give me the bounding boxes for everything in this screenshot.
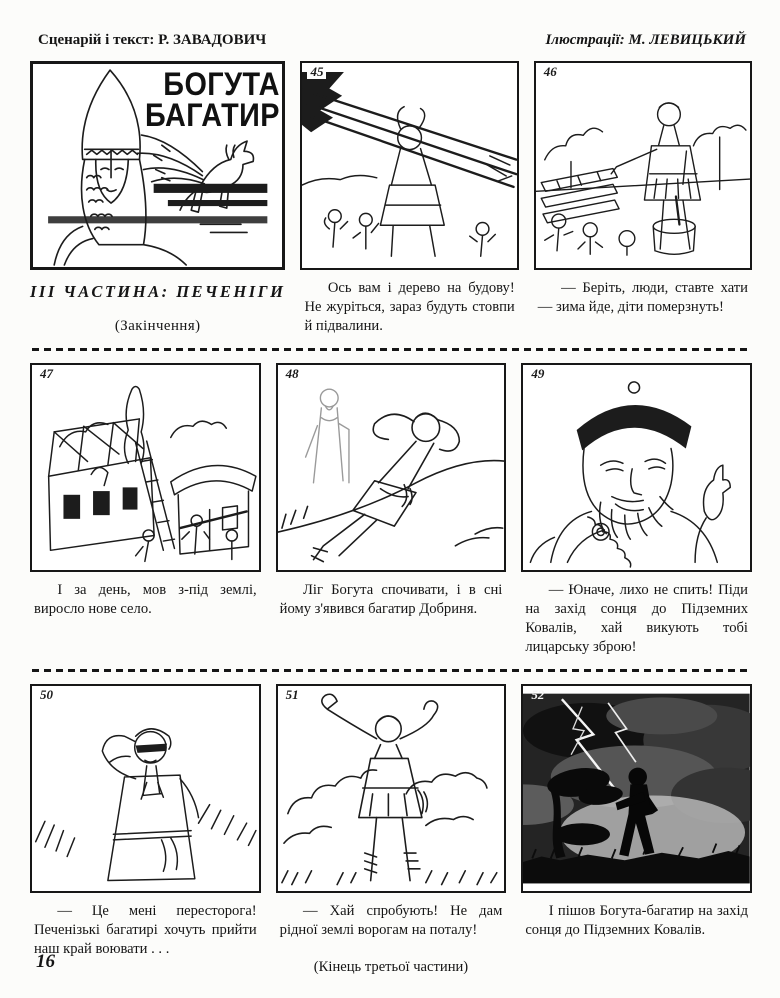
title-cell [30, 61, 285, 335]
panel-51-caption: — Хай спробують! Не дам рідної землі ворогам на поталу! [279, 902, 503, 938]
panel-47-number: 47 [37, 367, 56, 381]
panel-46 [534, 61, 752, 270]
panel-46-number: 46 [541, 65, 560, 79]
panel-48-illustration [278, 365, 505, 570]
panel-52-cell [521, 684, 752, 942]
panel-45-caption: Ось вам і дерево на будову! Не журіться, зараз будуть стовпи й підвалини. [304, 280, 515, 334]
panel-46-caption: — Беріть, люди, ставте хати — зима йде, діти померзнуть! [537, 280, 748, 315]
panel-50-cell [30, 684, 261, 959]
panel-50 [30, 684, 261, 893]
row-divider-2 [32, 669, 750, 672]
panel-51-illustration [278, 686, 505, 891]
comic-title [144, 66, 280, 134]
panel-47-illustration [32, 365, 259, 570]
panel-51-cell [276, 684, 507, 998]
panel-50-number: 50 [37, 688, 56, 702]
panel-48-caption: Ліг Богута спочивати, і в сні йому з'явився багатир Добриня. [279, 581, 503, 617]
comic-title-line1: БОГУТА [162, 66, 280, 102]
part-heading: ІІІ ЧАСТИНА: ПЕЧЕНІГИ [30, 282, 286, 301]
panel-49-caption: — Юначе, лихо не спить! Піди на захід сонця до Підземних Ковалів, хай викують тобі лицарську зброю! [525, 581, 748, 655]
panel-51-number: 51 [283, 688, 302, 702]
panel-45 [300, 61, 518, 270]
scenario-credit: Сценарій і текст: Р. ЗАВАДОВИЧ [38, 32, 267, 48]
panel-48-cell [276, 363, 507, 621]
credits-header [30, 30, 752, 61]
page-number: 16 [36, 951, 55, 972]
panel-49-cell [521, 363, 752, 657]
panel-46-illustration [536, 63, 750, 268]
panel-row-3 [30, 684, 752, 998]
panel-49-illustration [523, 365, 750, 570]
panel-49-number: 49 [528, 367, 547, 381]
part-end-note: (Кінець третьої частини) [313, 958, 469, 975]
panel-52-caption: І пішов Богута-багатир на захід сонця до Підземних Ковалів. [525, 902, 748, 938]
panel-45-number: 45 [307, 65, 326, 79]
panel-49 [521, 363, 752, 572]
panel-45-illustration [302, 63, 516, 268]
panel-50-illustration [32, 686, 259, 891]
panel-48-number: 48 [283, 367, 302, 381]
panel-47 [30, 363, 261, 572]
panel-52-illustration [523, 686, 750, 891]
panel-47-cell [30, 363, 261, 621]
panel-row-1 [30, 61, 752, 336]
illustrator-credit: Ілюстрації: М. ЛЕВИЦЬКИЙ [545, 32, 746, 48]
panel-47-caption: І за день, мов з-під землі, виросло нове село. [34, 581, 257, 617]
panel-46-cell [534, 61, 752, 319]
panel-45-cell [300, 61, 518, 336]
panel-52-number: 52 [531, 686, 545, 702]
panel-51 [276, 684, 507, 893]
comic-title-line2: БАГАТИР [144, 97, 280, 134]
row-divider-1 [32, 348, 750, 351]
part-subtitle: (Закінчення) [114, 318, 201, 334]
panel-48 [276, 363, 507, 572]
panel-52 [521, 684, 752, 893]
panel-row-2 [30, 363, 752, 657]
panel-50-caption: — Це мені пересторога! Печенізькі багатирі хочуть прийти наш край воювати . . . [34, 902, 257, 957]
